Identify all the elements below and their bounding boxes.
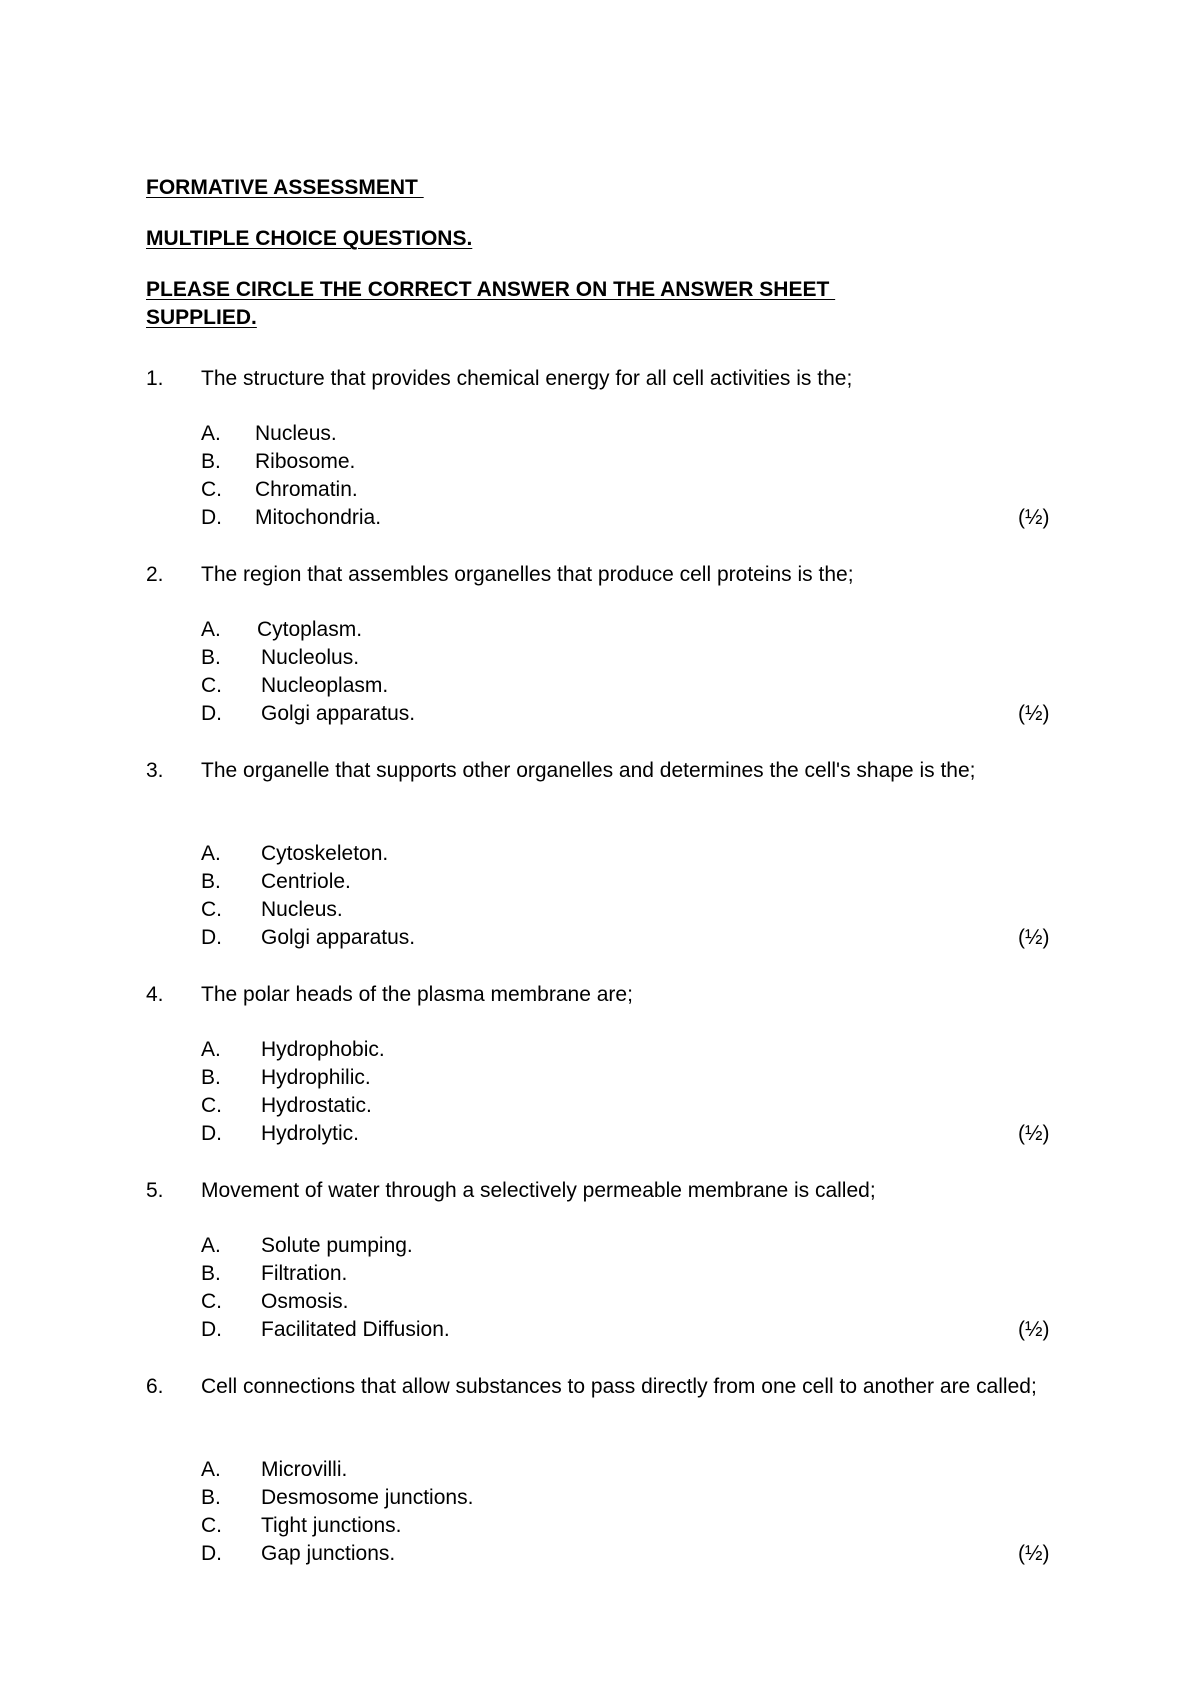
option-text: Nucleoplasm.: [261, 674, 389, 697]
question-text: The polar heads of the plasma membrane are;: [201, 983, 633, 1006]
question-number: 1.: [146, 367, 164, 390]
option-letter: C.: [201, 478, 222, 501]
question-text: The region that assembles organelles that produce cell proteins is the;: [201, 563, 854, 586]
option-letter: C.: [201, 1094, 222, 1117]
question-number: 4.: [146, 983, 164, 1006]
mark-allocation: (½): [1018, 702, 1050, 725]
option-text: Hydrolytic.: [261, 1122, 360, 1145]
option-text: Hydrostatic.: [261, 1094, 372, 1117]
option-d: [0, 1540, 1200, 1568]
option-text: Gap junctions.: [261, 1542, 396, 1565]
option-letter: C.: [201, 1290, 222, 1313]
question-number: 3.: [146, 759, 164, 782]
mark-allocation: (½): [1018, 1122, 1050, 1145]
question-text: Movement of water through a selectively permeable membrane is called;: [201, 1179, 876, 1202]
option-c: [0, 896, 1200, 924]
option-text: Golgi apparatus.: [261, 926, 416, 949]
question-text: The organelle that supports other organelles and determines the cell's shape is the;: [201, 759, 976, 782]
option-c: [0, 1092, 1200, 1120]
option-text: Golgi apparatus.: [261, 702, 416, 725]
option-b: [0, 1484, 1200, 1512]
option-a: [0, 616, 1200, 644]
option-text: Ribosome.: [255, 450, 356, 473]
option-text: Desmosome junctions.: [261, 1486, 474, 1509]
option-c: [0, 476, 1200, 504]
option-letter: B.: [201, 450, 221, 473]
instruction-line-1: PLEASE CIRCLE THE CORRECT ANSWER ON THE ANSWER SHEET: [146, 278, 836, 301]
option-text: Tight junctions.: [261, 1514, 402, 1537]
option-letter: C.: [201, 898, 222, 921]
option-a: [0, 1232, 1200, 1260]
option-letter: C.: [201, 674, 222, 697]
question-text: Cell connections that allow substances to pass directly from one cell to another are called;: [201, 1375, 1037, 1398]
option-text: Filtration.: [261, 1262, 348, 1285]
option-letter: D.: [201, 702, 222, 725]
option-text: Solute pumping.: [261, 1234, 413, 1257]
question-text: The structure that provides chemical energy for all cell activities is the;: [201, 367, 853, 390]
option-b: [0, 868, 1200, 896]
question-number: 6.: [146, 1375, 164, 1398]
option-c: [0, 672, 1200, 700]
option-b: [0, 1064, 1200, 1092]
option-d: [0, 1120, 1200, 1148]
option-text: Microvilli.: [261, 1458, 348, 1481]
mark-allocation: (½): [1018, 1542, 1050, 1565]
option-letter: C.: [201, 1514, 222, 1537]
option-letter: D.: [201, 1318, 222, 1341]
option-text: Hydrophilic.: [261, 1066, 371, 1089]
instruction-line-2: SUPPLIED.: [146, 306, 257, 329]
option-letter: B.: [201, 1066, 221, 1089]
option-letter: A.: [201, 618, 221, 641]
option-letter: A.: [201, 1234, 221, 1257]
mark-allocation: (½): [1018, 926, 1050, 949]
option-text: Cytoplasm.: [257, 618, 363, 641]
option-text: Centriole.: [261, 870, 351, 893]
option-b: [0, 644, 1200, 672]
option-a: [0, 420, 1200, 448]
section-heading: MULTIPLE CHOICE QUESTIONS.: [146, 227, 473, 250]
option-b: [0, 1260, 1200, 1288]
option-a: [0, 1036, 1200, 1064]
option-a: [0, 1456, 1200, 1484]
option-letter: D.: [201, 1542, 222, 1565]
option-c: [0, 1512, 1200, 1540]
mark-allocation: (½): [1018, 1318, 1050, 1341]
option-letter: A.: [201, 1458, 221, 1481]
option-letter: A.: [201, 422, 221, 445]
option-text: Nucleus.: [261, 898, 343, 921]
option-text: Chromatin.: [255, 478, 358, 501]
option-letter: A.: [201, 1038, 221, 1061]
question-number: 2.: [146, 563, 164, 586]
option-letter: B.: [201, 646, 221, 669]
option-letter: A.: [201, 842, 221, 865]
option-d: [0, 924, 1200, 952]
option-letter: B.: [201, 1486, 221, 1509]
option-d: [0, 700, 1200, 728]
option-d: [0, 1316, 1200, 1344]
question-number: 5.: [146, 1179, 164, 1202]
option-letter: D.: [201, 926, 222, 949]
option-letter: D.: [201, 1122, 222, 1145]
option-text: Osmosis.: [261, 1290, 349, 1313]
assessment-title: FORMATIVE ASSESSMENT: [146, 176, 424, 199]
option-text: Hydrophobic.: [261, 1038, 385, 1061]
option-letter: B.: [201, 870, 221, 893]
option-a: [0, 840, 1200, 868]
option-d: [0, 504, 1200, 532]
option-c: [0, 1288, 1200, 1316]
option-letter: B.: [201, 1262, 221, 1285]
option-text: Nucleus.: [255, 422, 337, 445]
option-letter: D.: [201, 506, 222, 529]
option-text: Cytoskeleton.: [261, 842, 389, 865]
mark-allocation: (½): [1018, 506, 1050, 529]
option-b: [0, 448, 1200, 476]
option-text: Nucleolus.: [261, 646, 360, 669]
option-text: Mitochondria.: [255, 506, 382, 529]
option-text: Facilitated Diffusion.: [261, 1318, 450, 1341]
